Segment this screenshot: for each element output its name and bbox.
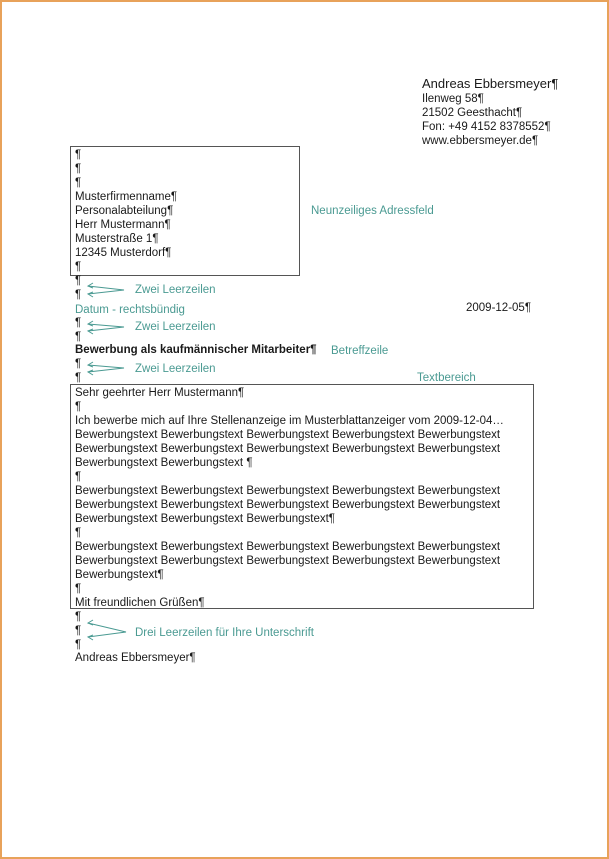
address-field [75, 148, 177, 274]
address-line: ¶ [75, 261, 82, 273]
sender-block [422, 76, 558, 148]
signature-note: Drei Leerzeilen für Ihre Unterschrift [135, 627, 314, 639]
body-line: ¶ [75, 527, 82, 539]
arrow-icon [86, 282, 126, 298]
body-line: Bewerbungstext¶ [75, 569, 164, 581]
body-line: Bewerbungstext Bewerbungstext Bewerbungstext Bewerbungstext Bewerbungstext [75, 499, 501, 511]
paragraph-mark: ¶ [75, 611, 82, 623]
body-line: Bewerbungstext Bewerbungstext ¶ [75, 457, 253, 469]
body-line: ¶ [75, 583, 82, 595]
date-note: Datum - rechtsbündig [75, 304, 185, 316]
signature-marks [75, 610, 81, 652]
body-line: Bewerbungstext Bewerbungstext Bewerbungstext Bewerbungstext Bewerbungstext [75, 541, 501, 553]
arrow-icon [86, 620, 128, 640]
body-line: Bewerbungstext Bewerbungstext Bewerbungstext¶ [75, 513, 335, 525]
address-line: ¶ [75, 177, 82, 189]
arrow-icon [86, 362, 126, 378]
address-recipient: Herr Mustermann¶ [75, 219, 171, 231]
spacer-marks-3 [75, 357, 81, 385]
body-line: Bewerbungstext Bewerbungstext Bewerbungstext Bewerbungstext Bewerbungstext [75, 443, 501, 455]
address-field-note: Neunzeiliges Adressfeld [311, 205, 434, 217]
body-line: Bewerbungstext Bewerbungstext Bewerbungstext Bewerbungstext Bewerbungstext [75, 429, 501, 441]
subject-line: Bewerbung als kaufmännischer Mitarbeiter¶ [75, 344, 317, 356]
subject-note: Betreffzeile [331, 345, 389, 357]
paragraph-mark: ¶ [75, 289, 82, 301]
date-value: 2009-12-05¶ [466, 302, 532, 314]
signature-name: Andreas Ebbersmeyer¶ [75, 652, 196, 664]
spacer-note-3: Zwei Leerzeilen [135, 363, 216, 375]
spacer-note-2: Zwei Leerzeilen [135, 321, 216, 333]
sender-phone: Fon: +49 4152 8378552¶ [422, 121, 551, 133]
body-line: Bewerbungstext Bewerbungstext Bewerbungstext Bewerbungstext Bewerbungstext [75, 485, 501, 497]
salutation: Sehr geehrter Herr Mustermann¶ [75, 387, 245, 399]
spacer-note-1: Zwei Leerzeilen [135, 284, 216, 296]
sender-street: Ilenweg 58¶ [422, 93, 484, 105]
address-city: 12345 Musterdorf¶ [75, 247, 172, 259]
address-line: ¶ [75, 149, 82, 161]
body-line: ¶ [75, 401, 82, 413]
arrow-icon [86, 320, 126, 336]
paragraph-mark: ¶ [75, 639, 82, 651]
closing: Mit freundlichen Grüßen¶ [75, 597, 205, 609]
sender-city: 21502 Geesthacht¶ [422, 107, 523, 119]
paragraph-mark: ¶ [75, 331, 82, 343]
spacer-marks-1 [75, 274, 81, 302]
sender-name: Andreas Ebbersmeyer¶ [422, 76, 559, 91]
address-line: ¶ [75, 163, 82, 175]
paragraph-mark: ¶ [75, 358, 82, 370]
body-text [75, 386, 504, 610]
address-department: Personalabteilung¶ [75, 205, 174, 217]
body-line: Bewerbungstext Bewerbungstext Bewerbungstext Bewerbungstext Bewerbungstext [75, 555, 501, 567]
sender-web: www.ebbersmeyer.de¶ [422, 135, 539, 147]
paragraph-mark: ¶ [75, 317, 82, 329]
body-line: Ich bewerbe mich auf Ihre Stellenanzeige im Musterblattanzeiger vom 2009-12-04… [75, 415, 504, 427]
address-street: Musterstraße 1¶ [75, 233, 159, 245]
body-note: Textbereich [417, 372, 476, 384]
paragraph-mark: ¶ [75, 625, 82, 637]
body-line: ¶ [75, 471, 82, 483]
address-company: Musterfirmenname¶ [75, 191, 178, 203]
paragraph-mark: ¶ [75, 372, 82, 384]
paragraph-mark: ¶ [75, 275, 82, 287]
spacer-marks-2 [75, 316, 81, 344]
